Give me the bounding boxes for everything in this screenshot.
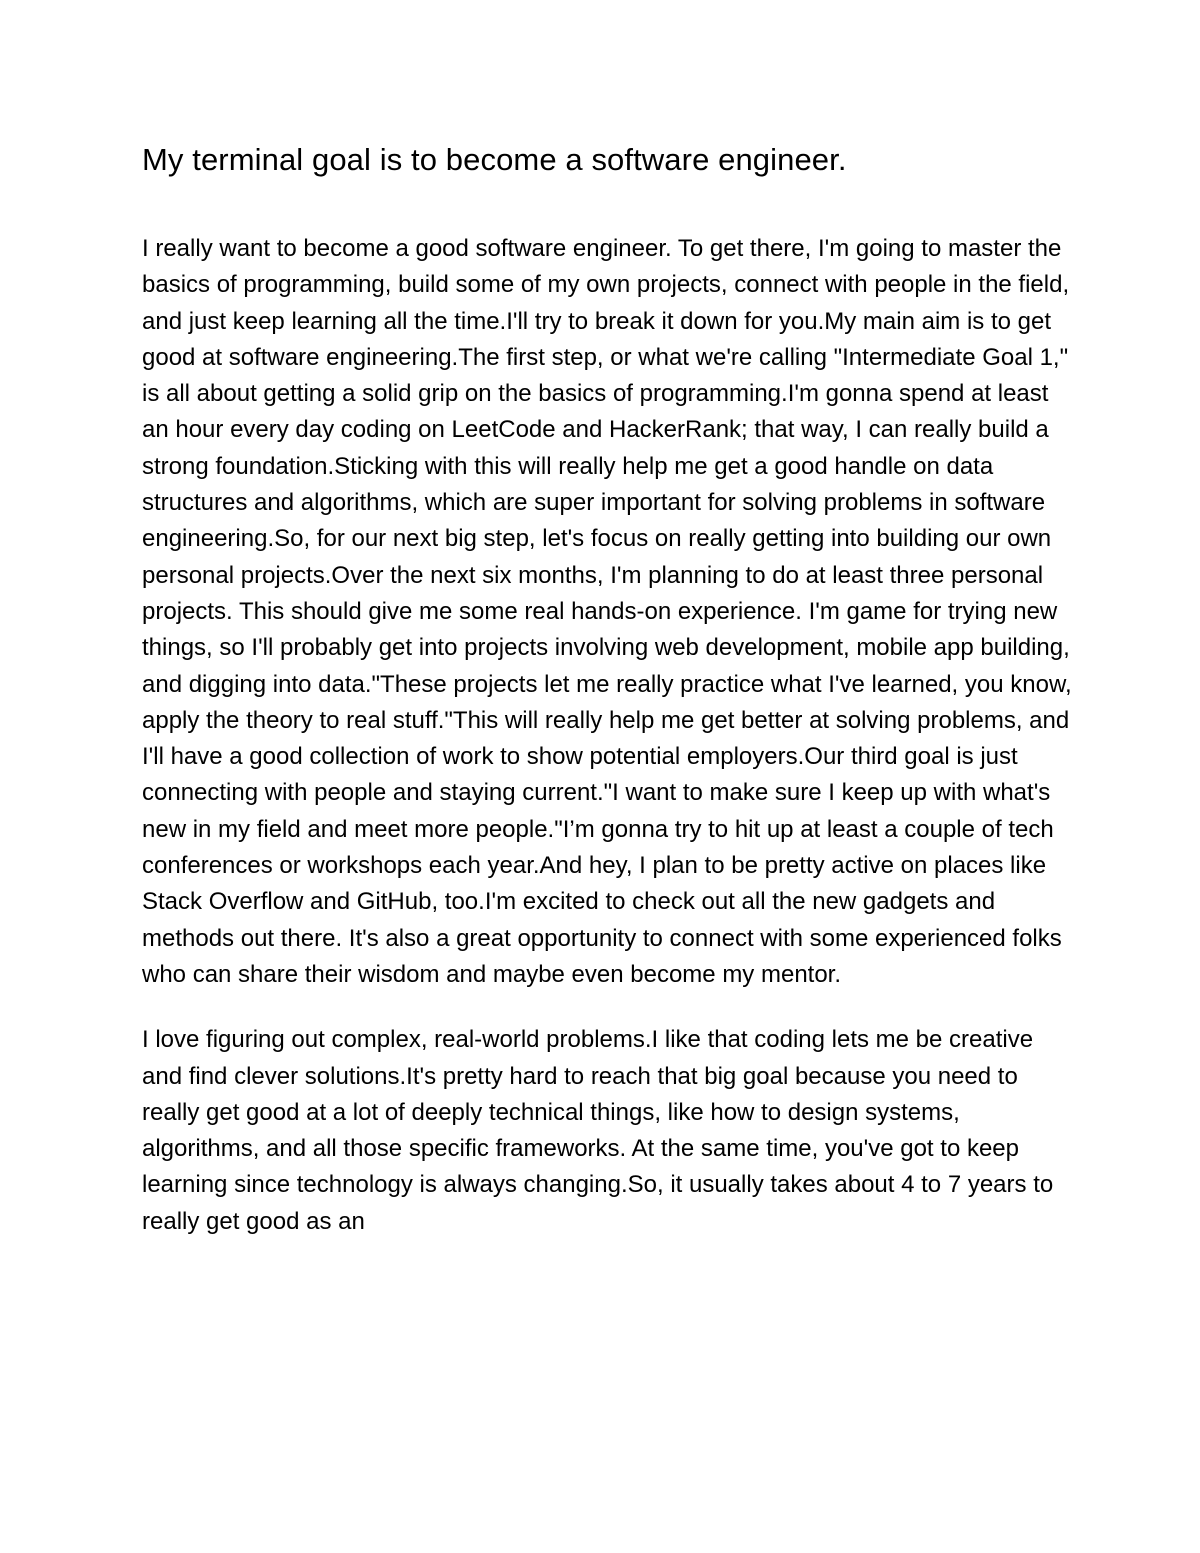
document-title: My terminal goal is to become a software engineer. (142, 142, 847, 177)
paragraph-1: I really want to become a good software engineer. To get there, I'm going to master the basics of programming, build some of my own projects, connect with people in the field, and just keep learning all the time.I'll try to break it down for you.My main aim is to get good at software engineering.The first step, or what we're calling "Intermediate Goal 1," is all about getting a solid grip on the basics of programming.I'm gonna spend at least an hour every day coding on LeetCode and HackerRank; that way, I can really build a strong foundation.Sticking with this will really help me get a good handle on data structures and algorithms, which are super important for solving problems in software engineering.So, for our next big step, let's focus on really getting into building our own personal projects.Over the next six months, I'm planning to do at least three personal projects. This should give me some real hands-on experience. I'm game for trying new things, so I'll probably get into projects involving web development, mobile app building, and digging into data."These projects let me really practice what I've learned, you know, apply the theory to real stuff."This will really help me get better at solving problems, and I'll have a good collection of work to show potential employers.Our third goal is just connecting with people and staying current."I want to make sure I keep up with what's new in my field and meet more people."I’m gonna try to hit up at least a couple of tech conferences or workshops each year.And hey, I plan to be pretty active on places like Stack Overflow and GitHub, too.I'm excited to check out all the new gadgets and methods out there. It's also a great opportunity to connect with some experienced folks who can share their wisdom and maybe even become my mentor. (142, 235, 1072, 988)
paragraph-2: I love figuring out complex, real-world problems.I like that coding lets me be creative and find clever solutions.It's pretty hard to reach that big goal because you need to really get good at a lot of deeply technical things, like how to design systems, algorithms, and all those specific frameworks. At the same time, you've got to keep learning since technology is always changing.So, it usually takes about 4 to 7 years to really get good as an (142, 1026, 1054, 1235)
document-body (142, 138, 1072, 1240)
